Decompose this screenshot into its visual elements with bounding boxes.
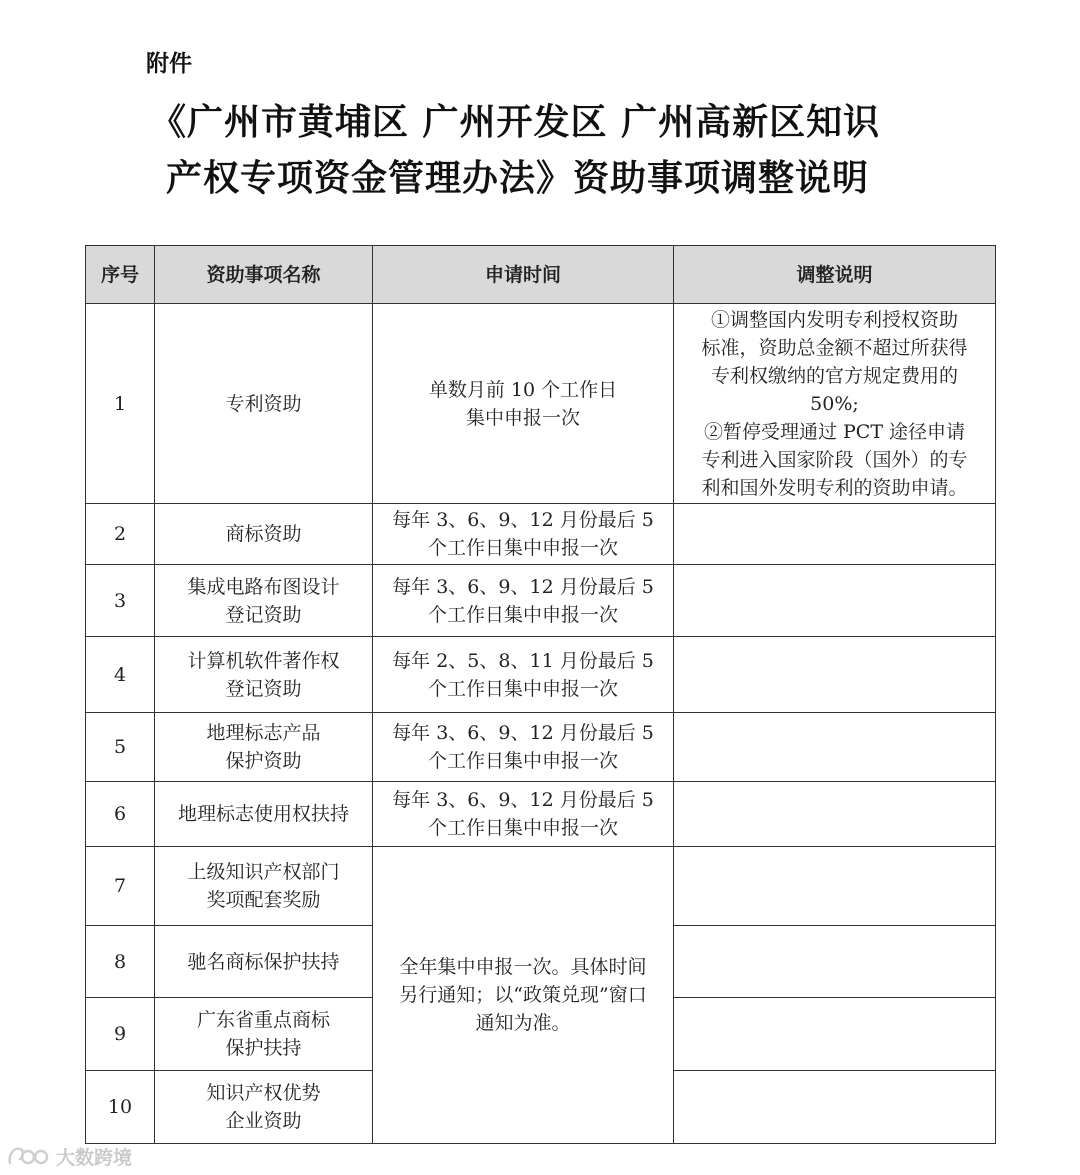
row-time-line: 单数月前 10 个工作日 — [428, 378, 618, 401]
row-no: 4 — [86, 637, 155, 713]
row-note — [674, 637, 996, 713]
row-time — [373, 504, 674, 565]
row-no: 2 — [86, 504, 155, 565]
merged-time-line: 通知为准。 — [475, 1012, 571, 1034]
row-name-line: 保护扶持 — [225, 1037, 302, 1059]
row-no: 9 — [86, 998, 155, 1071]
row-time-line: 每年 3、6、9、12 月份最后 5 — [392, 575, 654, 598]
brand-logo-icon — [6, 1143, 50, 1169]
table-row — [86, 565, 996, 637]
merged-time-line: 全年集中申报一次。具体时间 — [399, 956, 647, 978]
row-time-line: 个工作日集中申报一次 — [427, 817, 618, 839]
row-name — [155, 713, 373, 782]
row-no: 10 — [86, 1071, 155, 1144]
row-time-line: 集中申报一次 — [465, 406, 580, 429]
title-line-2: 产权专项资金管理办法》资助事项调整说明 — [166, 158, 870, 199]
row-time — [373, 713, 674, 782]
row-time-line: 个工作日集中申报一次 — [427, 677, 618, 700]
attachment-label: 附件 — [146, 51, 192, 77]
row-time — [373, 782, 674, 847]
row-name-line: 登记资助 — [225, 677, 302, 700]
row-no: 7 — [86, 847, 155, 926]
table-row — [86, 637, 996, 713]
row-name — [155, 565, 373, 637]
row-name — [155, 926, 373, 998]
row-note — [674, 713, 996, 782]
row-name — [155, 998, 373, 1071]
row-note — [674, 847, 996, 926]
row-time-line: 每年 3、6、9、12 月份最后 5 — [392, 722, 654, 744]
header-name: 资助事项名称 — [155, 246, 373, 304]
row-note — [674, 926, 996, 998]
row-name — [155, 1071, 373, 1144]
note-line: 专利进入国家阶段（国外）的专 — [701, 448, 968, 471]
row-name-line: 奖项配套奖励 — [206, 889, 321, 911]
row-note — [674, 565, 996, 637]
table-header-row — [86, 246, 996, 304]
row-name-line: 知识产权优势 — [206, 1082, 321, 1104]
table-row — [86, 782, 996, 847]
note-line: 专利权缴纳的官方规定费用的 — [710, 364, 958, 387]
row-name-line: 地理标志使用权扶持 — [177, 803, 349, 825]
row-time-line: 每年 3、6、9、12 月份最后 5 — [392, 509, 654, 531]
note-line: 标准，资助总金额不超过所获得 — [701, 336, 968, 359]
row-note — [674, 782, 996, 847]
row-time-line: 个工作日集中申报一次 — [427, 603, 618, 626]
row-time — [373, 304, 674, 504]
row-name-line: 集成电路布图设计 — [187, 575, 340, 598]
watermark — [6, 1140, 132, 1172]
row-no: 5 — [86, 713, 155, 782]
row-time-line: 个工作日集中申报一次 — [427, 750, 618, 772]
watermark-text: 大数跨境 — [56, 1146, 133, 1169]
row-note — [674, 998, 996, 1071]
table-row — [86, 847, 996, 926]
header-no: 序号 — [86, 246, 155, 304]
row-name-line: 计算机软件著作权 — [187, 649, 340, 672]
header-time: 申请时间 — [373, 246, 674, 304]
row-name-line: 地理标志产品 — [206, 722, 321, 744]
row-name — [155, 504, 373, 565]
table-row — [86, 304, 996, 504]
merged-time-line: 另行通知；以“政策兑现”窗口 — [399, 984, 647, 1006]
row-time-line: 个工作日集中申报一次 — [427, 537, 618, 559]
row-name-line: 广东省重点商标 — [196, 1009, 330, 1031]
row-no: 8 — [86, 926, 155, 998]
row-note — [674, 304, 996, 504]
row-no: 3 — [86, 565, 155, 637]
row-name-line: 驰名商标保护扶持 — [187, 950, 340, 973]
row-note — [674, 504, 996, 565]
note-line: 利和国外发明专利的资助申请。 — [701, 476, 968, 499]
note-line: ②暂停受理通过 PCT 途径申请 — [703, 420, 966, 443]
row-time-line: 每年 2、5、8、11 月份最后 5 — [392, 649, 654, 672]
note-line: ①调整国内发明专利授权资助 — [710, 308, 958, 331]
row-note — [674, 1071, 996, 1144]
row-no: 6 — [86, 782, 155, 847]
row-name — [155, 637, 373, 713]
row-name-line: 企业资助 — [225, 1110, 302, 1132]
table-row — [86, 713, 996, 782]
row-name — [155, 782, 373, 847]
note-line: 50%; — [810, 392, 859, 415]
title-line-1: 《广州市黄埔区 广州开发区 广州高新区知识 — [150, 102, 881, 143]
row-time-line: 每年 3、6、9、12 月份最后 5 — [392, 789, 654, 811]
row-name-line: 商标资助 — [225, 523, 302, 545]
merged-time-cell — [373, 847, 674, 1144]
row-no: 1 — [86, 304, 155, 504]
row-time — [373, 565, 674, 637]
row-time — [373, 637, 674, 713]
funding-adjustment-table — [85, 245, 996, 1144]
table-row — [86, 504, 996, 565]
header-note: 调整说明 — [674, 246, 996, 304]
row-name-line: 保护资助 — [225, 750, 302, 772]
row-name — [155, 847, 373, 926]
row-name-line: 专利资助 — [225, 392, 302, 415]
row-name-line: 上级知识产权部门 — [187, 861, 340, 883]
row-name-line: 登记资助 — [225, 603, 302, 626]
row-name — [155, 304, 373, 504]
